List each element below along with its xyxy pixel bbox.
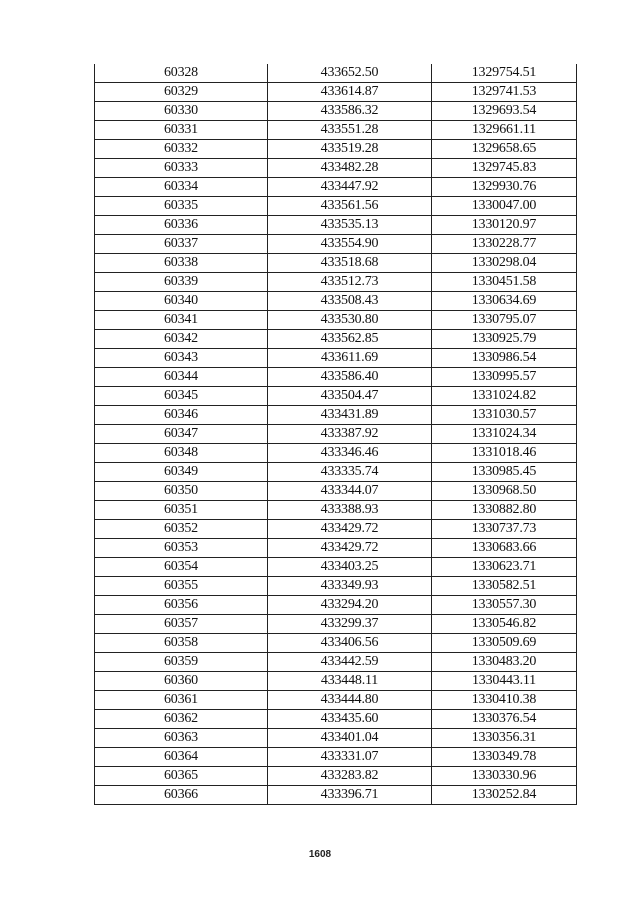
table-row bbox=[95, 691, 577, 710]
point-id-cell: 60356 bbox=[95, 596, 268, 615]
y-coordinate-cell: 1329693.54 bbox=[432, 102, 577, 121]
x-coordinate-cell: 433406.56 bbox=[268, 634, 432, 653]
y-coordinate-cell: 1330356.31 bbox=[432, 729, 577, 748]
point-id-cell: 60335 bbox=[95, 197, 268, 216]
x-coordinate-cell: 433482.28 bbox=[268, 159, 432, 178]
point-id-cell: 60358 bbox=[95, 634, 268, 653]
x-coordinate-cell: 433431.89 bbox=[268, 406, 432, 425]
point-id-cell: 60359 bbox=[95, 653, 268, 672]
y-coordinate-cell: 1330557.30 bbox=[432, 596, 577, 615]
point-id-cell: 60337 bbox=[95, 235, 268, 254]
table-row bbox=[95, 615, 577, 634]
point-id-cell: 60354 bbox=[95, 558, 268, 577]
table-row bbox=[95, 368, 577, 387]
x-coordinate-cell: 433554.90 bbox=[268, 235, 432, 254]
point-id-cell: 60346 bbox=[95, 406, 268, 425]
point-id-cell: 60338 bbox=[95, 254, 268, 273]
x-coordinate-cell: 433512.73 bbox=[268, 273, 432, 292]
point-id-cell: 60360 bbox=[95, 672, 268, 691]
point-id-cell: 60342 bbox=[95, 330, 268, 349]
table-row bbox=[95, 159, 577, 178]
table-row bbox=[95, 330, 577, 349]
y-coordinate-cell: 1330443.11 bbox=[432, 672, 577, 691]
y-coordinate-cell: 1330120.97 bbox=[432, 216, 577, 235]
point-id-cell: 60362 bbox=[95, 710, 268, 729]
y-coordinate-cell: 1330483.20 bbox=[432, 653, 577, 672]
x-coordinate-cell: 433442.59 bbox=[268, 653, 432, 672]
table-row bbox=[95, 558, 577, 577]
table-row bbox=[95, 235, 577, 254]
y-coordinate-cell: 1331030.57 bbox=[432, 406, 577, 425]
point-id-cell: 60350 bbox=[95, 482, 268, 501]
point-id-cell: 60353 bbox=[95, 539, 268, 558]
x-coordinate-cell: 433586.40 bbox=[268, 368, 432, 387]
x-coordinate-cell: 433396.71 bbox=[268, 786, 432, 805]
table-row bbox=[95, 102, 577, 121]
x-coordinate-cell: 433335.74 bbox=[268, 463, 432, 482]
y-coordinate-cell: 1330047.00 bbox=[432, 197, 577, 216]
x-coordinate-cell: 433387.92 bbox=[268, 425, 432, 444]
x-coordinate-cell: 433518.68 bbox=[268, 254, 432, 273]
table-row bbox=[95, 406, 577, 425]
coordinate-table-body bbox=[95, 64, 577, 805]
y-coordinate-cell: 1329658.65 bbox=[432, 140, 577, 159]
table-row bbox=[95, 64, 577, 83]
table-row bbox=[95, 463, 577, 482]
point-id-cell: 60332 bbox=[95, 140, 268, 159]
table-row bbox=[95, 292, 577, 311]
point-id-cell: 60361 bbox=[95, 691, 268, 710]
table-row bbox=[95, 197, 577, 216]
table-row bbox=[95, 178, 577, 197]
table-row bbox=[95, 254, 577, 273]
point-id-cell: 60352 bbox=[95, 520, 268, 539]
coordinate-table bbox=[94, 64, 577, 805]
point-id-cell: 60331 bbox=[95, 121, 268, 140]
point-id-cell: 60341 bbox=[95, 311, 268, 330]
table-row bbox=[95, 349, 577, 368]
y-coordinate-cell: 1330330.96 bbox=[432, 767, 577, 786]
point-id-cell: 60347 bbox=[95, 425, 268, 444]
y-coordinate-cell: 1330683.66 bbox=[432, 539, 577, 558]
point-id-cell: 60364 bbox=[95, 748, 268, 767]
point-id-cell: 60329 bbox=[95, 83, 268, 102]
y-coordinate-cell: 1330985.45 bbox=[432, 463, 577, 482]
x-coordinate-cell: 433346.46 bbox=[268, 444, 432, 463]
x-coordinate-cell: 433448.11 bbox=[268, 672, 432, 691]
table-row bbox=[95, 216, 577, 235]
point-id-cell: 60330 bbox=[95, 102, 268, 121]
x-coordinate-cell: 433519.28 bbox=[268, 140, 432, 159]
table-row bbox=[95, 387, 577, 406]
x-coordinate-cell: 433429.72 bbox=[268, 520, 432, 539]
x-coordinate-cell: 433403.25 bbox=[268, 558, 432, 577]
y-coordinate-cell: 1329661.11 bbox=[432, 121, 577, 140]
point-id-cell: 60363 bbox=[95, 729, 268, 748]
y-coordinate-cell: 1330451.58 bbox=[432, 273, 577, 292]
x-coordinate-cell: 433551.28 bbox=[268, 121, 432, 140]
y-coordinate-cell: 1330509.69 bbox=[432, 634, 577, 653]
x-coordinate-cell: 433401.04 bbox=[268, 729, 432, 748]
point-id-cell: 60366 bbox=[95, 786, 268, 805]
x-coordinate-cell: 433283.82 bbox=[268, 767, 432, 786]
x-coordinate-cell: 433535.13 bbox=[268, 216, 432, 235]
point-id-cell: 60365 bbox=[95, 767, 268, 786]
x-coordinate-cell: 433561.56 bbox=[268, 197, 432, 216]
table-row bbox=[95, 653, 577, 672]
x-coordinate-cell: 433508.43 bbox=[268, 292, 432, 311]
table-row bbox=[95, 596, 577, 615]
y-coordinate-cell: 1330546.82 bbox=[432, 615, 577, 634]
y-coordinate-cell: 1330995.57 bbox=[432, 368, 577, 387]
y-coordinate-cell: 1330986.54 bbox=[432, 349, 577, 368]
table-row bbox=[95, 672, 577, 691]
y-coordinate-cell: 1330582.51 bbox=[432, 577, 577, 596]
x-coordinate-cell: 433444.80 bbox=[268, 691, 432, 710]
x-coordinate-cell: 433447.92 bbox=[268, 178, 432, 197]
table-row bbox=[95, 729, 577, 748]
y-coordinate-cell: 1330882.80 bbox=[432, 501, 577, 520]
table-row bbox=[95, 520, 577, 539]
x-coordinate-cell: 433586.32 bbox=[268, 102, 432, 121]
table-row bbox=[95, 273, 577, 292]
point-id-cell: 60349 bbox=[95, 463, 268, 482]
x-coordinate-cell: 433331.07 bbox=[268, 748, 432, 767]
table-row bbox=[95, 501, 577, 520]
point-id-cell: 60340 bbox=[95, 292, 268, 311]
table-row bbox=[95, 710, 577, 729]
x-coordinate-cell: 433435.60 bbox=[268, 710, 432, 729]
y-coordinate-cell: 1330925.79 bbox=[432, 330, 577, 349]
y-coordinate-cell: 1330349.78 bbox=[432, 748, 577, 767]
x-coordinate-cell: 433611.69 bbox=[268, 349, 432, 368]
table-row bbox=[95, 748, 577, 767]
table-row bbox=[95, 444, 577, 463]
table-row bbox=[95, 577, 577, 596]
point-id-cell: 60357 bbox=[95, 615, 268, 634]
point-id-cell: 60334 bbox=[95, 178, 268, 197]
y-coordinate-cell: 1330737.73 bbox=[432, 520, 577, 539]
point-id-cell: 60345 bbox=[95, 387, 268, 406]
table-row bbox=[95, 539, 577, 558]
point-id-cell: 60339 bbox=[95, 273, 268, 292]
page-number: 1608 bbox=[308, 849, 332, 860]
y-coordinate-cell: 1330634.69 bbox=[432, 292, 577, 311]
x-coordinate-cell: 433429.72 bbox=[268, 539, 432, 558]
y-coordinate-cell: 1331018.46 bbox=[432, 444, 577, 463]
point-id-cell: 60336 bbox=[95, 216, 268, 235]
y-coordinate-cell: 1330298.04 bbox=[432, 254, 577, 273]
point-id-cell: 60328 bbox=[95, 64, 268, 83]
y-coordinate-cell: 1330968.50 bbox=[432, 482, 577, 501]
table-row bbox=[95, 83, 577, 102]
y-coordinate-cell: 1331024.82 bbox=[432, 387, 577, 406]
y-coordinate-cell: 1331024.34 bbox=[432, 425, 577, 444]
x-coordinate-cell: 433299.37 bbox=[268, 615, 432, 634]
point-id-cell: 60355 bbox=[95, 577, 268, 596]
table-row bbox=[95, 121, 577, 140]
table-row bbox=[95, 786, 577, 805]
table-row bbox=[95, 140, 577, 159]
table-row bbox=[95, 767, 577, 786]
point-id-cell: 60343 bbox=[95, 349, 268, 368]
table-row bbox=[95, 425, 577, 444]
y-coordinate-cell: 1330410.38 bbox=[432, 691, 577, 710]
x-coordinate-cell: 433294.20 bbox=[268, 596, 432, 615]
y-coordinate-cell: 1330623.71 bbox=[432, 558, 577, 577]
table-row bbox=[95, 311, 577, 330]
y-coordinate-cell: 1330795.07 bbox=[432, 311, 577, 330]
y-coordinate-cell: 1330228.77 bbox=[432, 235, 577, 254]
y-coordinate-cell: 1329741.53 bbox=[432, 83, 577, 102]
point-id-cell: 60333 bbox=[95, 159, 268, 178]
x-coordinate-cell: 433562.85 bbox=[268, 330, 432, 349]
x-coordinate-cell: 433652.50 bbox=[268, 64, 432, 83]
y-coordinate-cell: 1330252.84 bbox=[432, 786, 577, 805]
table-row bbox=[95, 634, 577, 653]
table-row bbox=[95, 482, 577, 501]
point-id-cell: 60344 bbox=[95, 368, 268, 387]
x-coordinate-cell: 433530.80 bbox=[268, 311, 432, 330]
point-id-cell: 60351 bbox=[95, 501, 268, 520]
y-coordinate-cell: 1329754.51 bbox=[432, 64, 577, 83]
x-coordinate-cell: 433614.87 bbox=[268, 83, 432, 102]
x-coordinate-cell: 433349.93 bbox=[268, 577, 432, 596]
y-coordinate-cell: 1329745.83 bbox=[432, 159, 577, 178]
y-coordinate-cell: 1329930.76 bbox=[432, 178, 577, 197]
point-id-cell: 60348 bbox=[95, 444, 268, 463]
y-coordinate-cell: 1330376.54 bbox=[432, 710, 577, 729]
x-coordinate-cell: 433388.93 bbox=[268, 501, 432, 520]
x-coordinate-cell: 433344.07 bbox=[268, 482, 432, 501]
x-coordinate-cell: 433504.47 bbox=[268, 387, 432, 406]
